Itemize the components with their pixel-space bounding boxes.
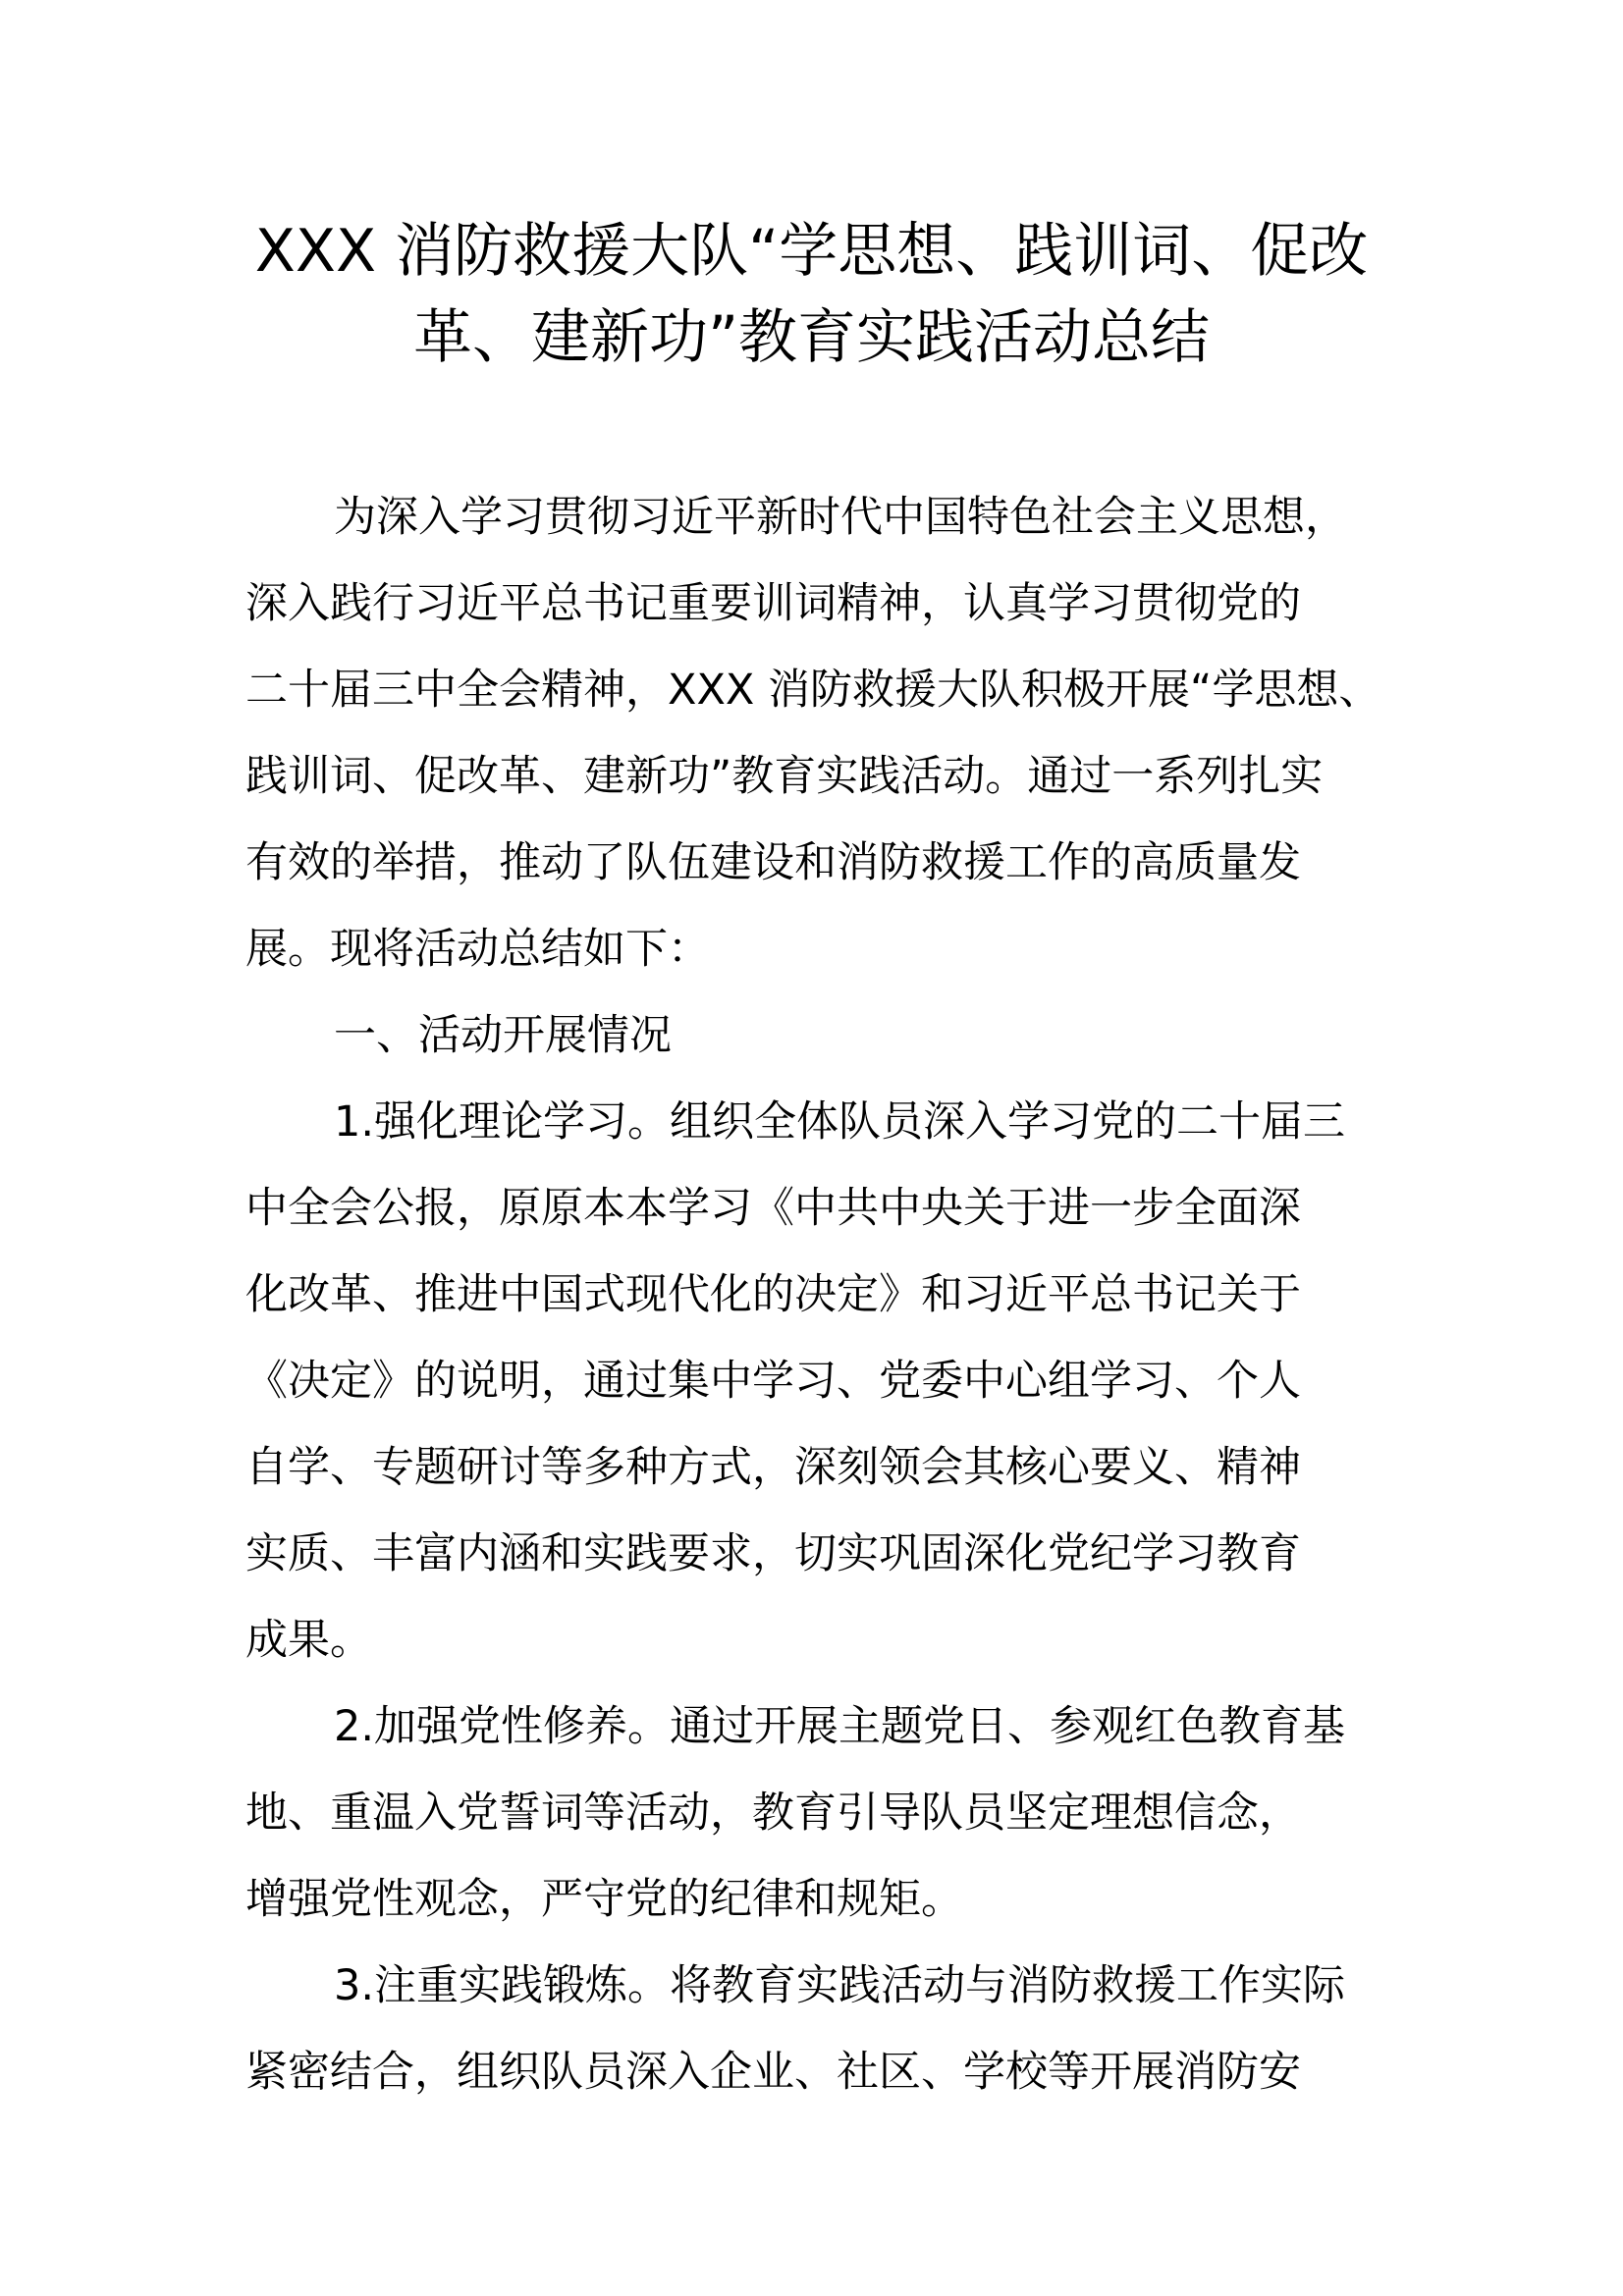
paragraph-intro-line: 二十届三中全会精神，XXX 消防救援大队积极开展“学思想、 <box>245 666 1381 715</box>
paragraph-item-3-line: 紧密结合，组织队员深入企业、社区、学校等开展消防安 <box>245 2048 1301 2097</box>
paragraph-item-1-line: 成果。 <box>245 1616 372 1665</box>
paragraph-item-2-line: 2.加强党性修养。通过开展主题党日、参观红色教育基 <box>334 1702 1346 1751</box>
document-title <box>147 208 1476 381</box>
paragraph-item-1-line: 1.强化理论学习。组织全体队员深入学习党的二十届三 <box>334 1097 1346 1147</box>
section-heading: 一、活动开展情况 <box>334 1011 672 1060</box>
paragraph-item-2-line: 增强党性观念，严守党的纪律和规矩。 <box>245 1875 963 1924</box>
paragraph-intro-line: 展。现将活动总结如下： <box>245 925 710 974</box>
paragraph-item-2-line: 地、重温入党誓词等活动，教育引导队员坚定理想信念， <box>245 1789 1301 1838</box>
paragraph-intro-line: 深入践行习近平总书记重要训词精神，认真学习贯彻党的 <box>245 579 1301 628</box>
paragraph-intro-line: 践训词、促改革、建新功”教育实践活动。通过一系列扎实 <box>245 752 1324 801</box>
paragraph-item-1-line: 实质、丰富内涵和实践要求，切实巩固深化党纪学习教育 <box>245 1529 1301 1578</box>
title-line-2: 革、建新功”教育实践活动总结 <box>412 303 1211 372</box>
title-line-1: XXX 消防救援大队“学思想、践训词、促改 <box>254 217 1369 286</box>
paragraph-item-1-line: 自学、专题研讨等多种方式，深刻领会其核心要义、精神 <box>245 1443 1301 1492</box>
paragraph-item-3-line: 3.注重实践锻炼。将教育实践活动与消防救援工作实际 <box>334 1961 1346 2010</box>
paragraph-item-1-line: 《决定》的说明，通过集中学习、党委中心组学习、个人 <box>245 1357 1301 1406</box>
paragraph-item-1-line: 化改革、推进中国式现代化的决定》和习近平总书记关于 <box>245 1270 1301 1319</box>
document-body <box>245 474 1384 2115</box>
paragraph-intro-line: 有效的举措，推动了队伍建设和消防救援工作的高质量发 <box>245 838 1301 887</box>
paragraph-item-1-line: 中全会公报，原原本本学习《中共中央关于进一步全面深 <box>245 1184 1301 1233</box>
paragraph-intro-line: 为深入学习贯彻习近平新时代中国特色社会主义思想， <box>334 493 1347 542</box>
